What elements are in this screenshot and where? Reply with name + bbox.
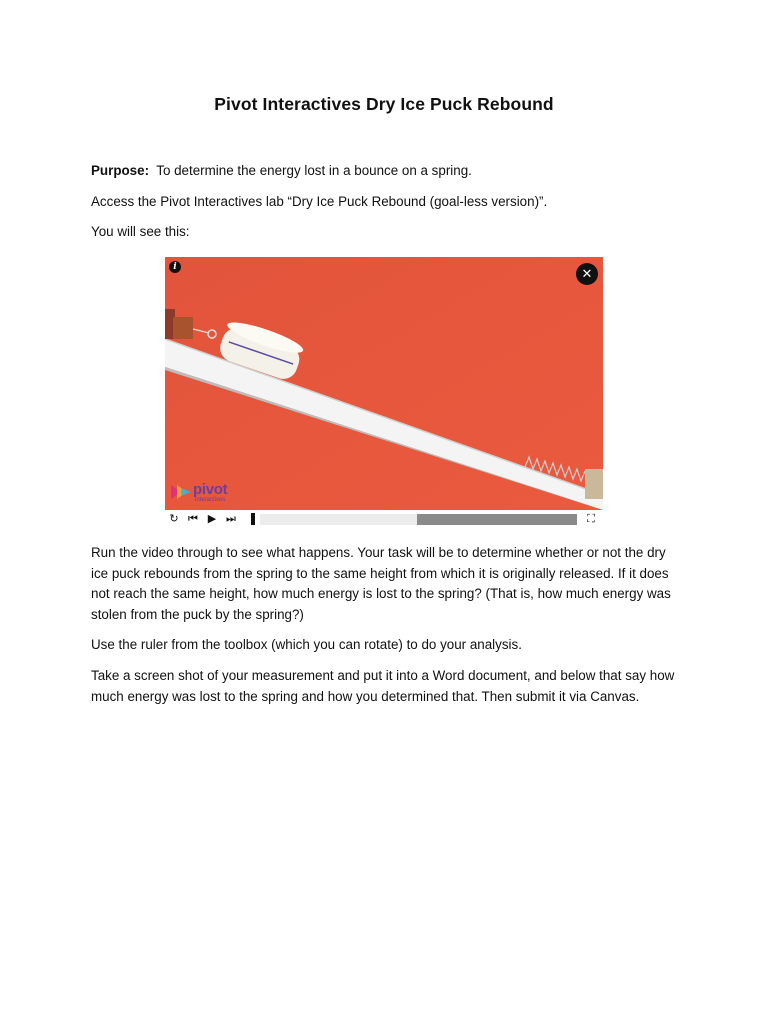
progress-loaded — [417, 514, 577, 525]
run-video-paragraph: Run the video through to see what happens. Your task will be to determine whether or not the dry ice puck rebounds from the spring to the same height from which it is originally released. If it does not reach the same height, how much energy is lost to the spring? (That is, how much energy was stolen from the puck by the spring?) — [91, 545, 671, 622]
ruler-paragraph: Use the ruler from the toolbox (which you can rotate) to do your analysis. — [91, 637, 522, 652]
info-icon[interactable]: i — [169, 261, 181, 273]
replay-button[interactable]: ↻ — [169, 513, 179, 525]
pivot-logo-text: pivot — [193, 481, 228, 498]
pivot-logo — [171, 483, 251, 507]
purpose-label: Purpose: — [91, 163, 150, 178]
step-back-button[interactable]: ⏮ — [188, 513, 198, 525]
page-title: Pivot Interactives Dry Ice Puck Rebound — [214, 94, 554, 114]
pivot-logo-mark — [171, 483, 193, 501]
play-button[interactable]: ▶ — [207, 513, 217, 525]
video-frame — [165, 257, 603, 510]
step-forward-button[interactable]: ⏭ — [226, 513, 236, 525]
you-will-see-paragraph: You will see this: — [91, 224, 190, 239]
fullscreen-button[interactable]: ⛶ — [587, 513, 595, 525]
progress-bar[interactable] — [260, 514, 577, 525]
lab-video[interactable] — [165, 257, 603, 510]
scrubber-handle[interactable] — [251, 513, 255, 525]
video-controls — [165, 512, 603, 527]
purpose-text: To determine the energy lost in a bounce on a spring. — [156, 163, 472, 178]
pivot-logo-subtext: interactives — [195, 497, 226, 503]
purpose-paragraph — [91, 161, 681, 182]
access-paragraph: Access the Pivot Interactives lab “Dry Ice Puck Rebound (goal-less version)”. — [91, 194, 548, 209]
screenshot-paragraph: Take a screen shot of your measurement and put it into a Word document, and below that say how much energy was lost to the spring and how you determined that. Then submit it via Canvas. — [91, 668, 675, 704]
tools-icon[interactable]: ✕ — [576, 263, 598, 285]
bottom-stopper — [585, 469, 603, 499]
